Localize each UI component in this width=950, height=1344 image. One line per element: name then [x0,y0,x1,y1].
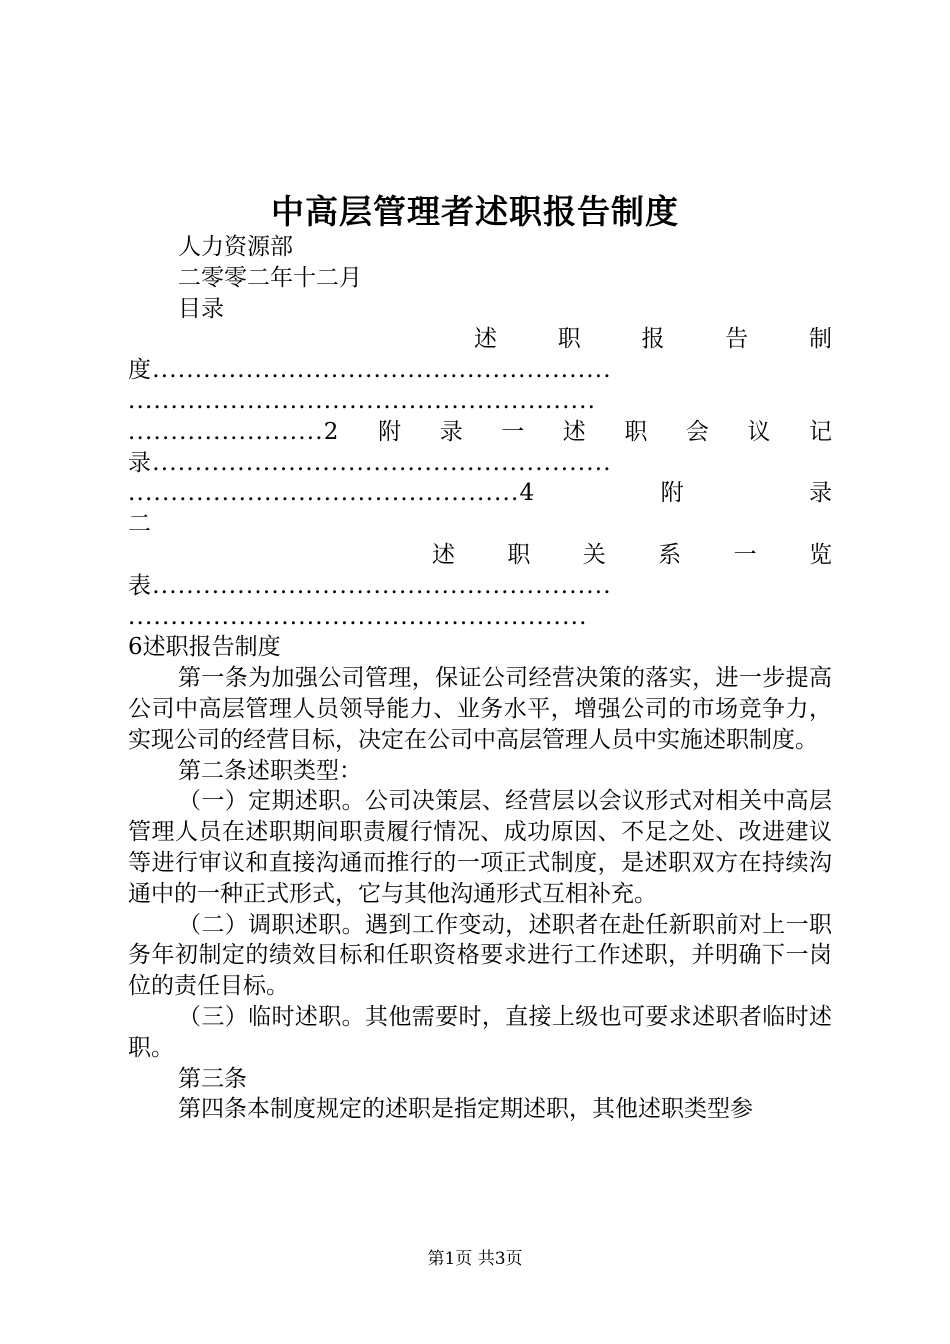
toc-word: 述 [474,326,497,353]
toc-word: 附 [660,480,684,507]
toc-line-3: ....................................................... [128,387,597,414]
toc-word: 职 [624,418,648,445]
toc-word: 会 [685,418,709,445]
toc-word: 议 [747,418,771,445]
date-line: 二零零二年十二月 [178,264,362,291]
article-1: 第一条为加强公司管理，保证公司经营决策的落实，进一步提高公司中高层管理人员领导能力、业务水平，增强公司的市场竞争力，实现公司的经营目标，决定在公司中高层管理人员中实施述职制度。 [128,665,832,753]
toc-word: 录 [439,418,463,445]
toc-word: 述 [562,418,586,445]
toc-word: 职 [507,541,531,568]
article-2-item-2: （二）调职述职。遇到工作变动，述职者在赴任新职前对上一职务年初制定的绩效目标和任职资格要求进行工作述职，并明确下一岗位的责任目标。 [128,911,832,1000]
toc-line-10: ...................................................... [128,603,588,630]
toc-line-4 [128,417,832,448]
toc-word: 系 [658,541,682,568]
toc-line-7: 二 [128,511,151,538]
toc-word: 录 [809,480,832,507]
toc-word: 职 [557,326,581,353]
article-3: 第三条 [178,1065,247,1092]
toc-line-5: 录...................................................... [128,449,612,476]
toc-line-8 [128,540,832,571]
toc-line-2: 度...................................................... [128,357,612,384]
article-2-item-3: （三）临时述职。其他需要时，直接上级也可要求述职者临时述职。 [128,1003,832,1061]
toc-word: 一 [733,541,757,568]
document-title: 中高层管理者述职报告制度 [271,192,679,231]
toc-line-11: 6述职报告制度 [128,634,281,661]
toc-word: 附 [378,418,402,445]
article-2: 第二条述职类型： [178,757,362,784]
toc-word: 制 [809,326,832,353]
article-2-item-1: （一）定期述职。公司决策层、经营层以会议形式对相关中高层管理人员在述职期间职责履行情况、成功原因、不足之处、改进建议等进行审议和直接沟通而推行的一项正式制度，是述职双方在持续沟通中的一种正式形式，它与其他沟通形式互相补充。 [128,788,832,907]
toc-line-1 [128,324,832,355]
toc-word: 关 [582,541,606,568]
toc-word: 告 [725,326,749,353]
toc-word: 述 [432,541,455,568]
toc-word: 记 [808,418,832,445]
toc-dots: .......................2 [128,418,340,445]
toc-word: 览 [808,541,832,568]
toc-word: 一 [501,418,525,445]
toc-heading: 目录 [178,295,224,322]
department-line: 人力资源部 [178,234,293,260]
document-body [128,232,832,1125]
article-4: 第四条本制度规定的述职是指定期述职，其他述职类型参 [178,1096,753,1123]
toc-dots: ..............................................4 [128,480,536,507]
toc-line-6 [128,478,832,509]
toc-line-9: 表...................................................... [128,572,612,599]
toc-word: 报 [641,326,665,353]
page-footer: 第1页 共3页 [427,1249,523,1269]
